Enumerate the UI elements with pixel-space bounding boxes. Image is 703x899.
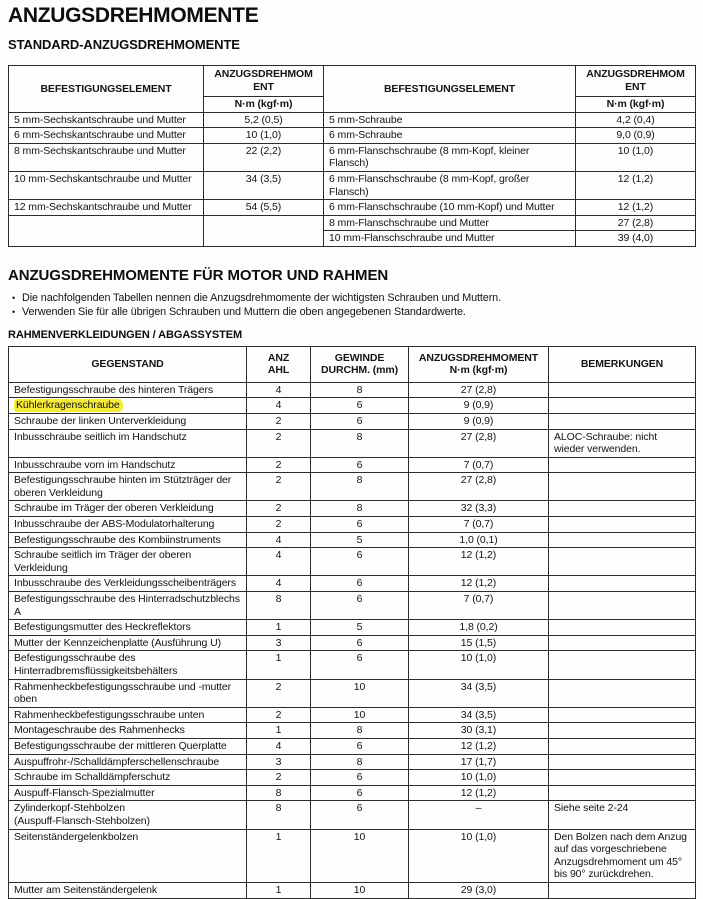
item-name: Schraube der linken Unterverkleidung xyxy=(14,414,187,427)
item-cell xyxy=(9,473,247,501)
torque-unit-right: N·m (kgf·m) xyxy=(576,97,696,113)
table-row xyxy=(9,413,696,429)
item-cell xyxy=(9,770,247,786)
table-row xyxy=(9,429,696,457)
torque-value: 17 (1,7) xyxy=(409,754,549,770)
item-cell xyxy=(9,882,247,898)
item-name: Seitenständergelenkbolzen xyxy=(14,830,139,843)
torque-value: 7 (0,7) xyxy=(409,457,549,473)
table-row xyxy=(9,501,696,517)
fastener-name: 5 mm-Schraube xyxy=(324,112,576,128)
item-name: Mutter der Kennzeichenplatte (Ausführung U) xyxy=(14,636,221,649)
thread-diameter-value: 8 xyxy=(311,723,409,739)
remark-text xyxy=(549,517,696,533)
fastener-name: 6 mm-Schraube xyxy=(324,128,576,144)
torque-value: 5,2 (0,5) xyxy=(204,112,324,128)
remark-text xyxy=(549,501,696,517)
thread-diameter-value: 6 xyxy=(311,457,409,473)
fastener-name: 6 mm-Sechskantschraube und Mutter xyxy=(9,128,204,144)
remark-text xyxy=(549,382,696,398)
item-cell xyxy=(9,457,247,473)
table-row xyxy=(9,723,696,739)
section-title-standard-torques: STANDARD-ANZUGSDREHMOMENTE xyxy=(8,37,240,52)
item-cell xyxy=(9,532,247,548)
torque-value: 34 (3,5) xyxy=(409,707,549,723)
item-name: Montageschraube des Rahmenhecks xyxy=(14,724,185,737)
highlight-marker: Kühlerkragenschraube xyxy=(14,399,123,412)
torque-value: 7 (0,7) xyxy=(409,517,549,533)
torque-value: 12 (1,2) xyxy=(576,171,696,199)
empty-cell xyxy=(204,215,324,246)
remark-text xyxy=(549,457,696,473)
thread-diameter-value: 10 xyxy=(311,679,409,707)
torque-value: 10 (1,0) xyxy=(204,128,324,144)
torque-value: 34 (3,5) xyxy=(409,679,549,707)
fastener-name: 8 mm-Flanschschraube und Mutter xyxy=(324,215,576,231)
table-row xyxy=(9,398,696,414)
quantity-value: 8 xyxy=(247,801,311,829)
table-row xyxy=(9,707,696,723)
item-name: Schraube seitlich im Träger der oberen Verkleidung xyxy=(14,549,192,574)
item-name: Inbusschraube seitlich im Handschutz xyxy=(14,430,187,443)
torque-value: 39 (4,0) xyxy=(576,231,696,247)
fastener-name: 6 mm-Flanschschraube (8 mm-Kopf, kleiner Flansch) xyxy=(324,143,576,171)
torque-value: 10 (1,0) xyxy=(409,651,549,679)
torque-value: 27 (2,8) xyxy=(409,382,549,398)
remark-text xyxy=(549,723,696,739)
table-row xyxy=(9,473,696,501)
item-cell xyxy=(9,829,247,882)
torque-value: – xyxy=(409,801,549,829)
quantity-value: 2 xyxy=(247,413,311,429)
quantity-value: 1 xyxy=(247,829,311,882)
table-row xyxy=(9,532,696,548)
item-name: Auspuffrohr-/Schalldämpferschellenschraube xyxy=(14,755,220,768)
item-cell xyxy=(9,620,247,636)
standard-torques-table xyxy=(8,65,696,247)
table-row xyxy=(9,651,696,679)
table-row xyxy=(9,679,696,707)
remark-text xyxy=(549,707,696,723)
quantity-value: 4 xyxy=(247,382,311,398)
item-cell xyxy=(9,754,247,770)
thread-diameter-value: 6 xyxy=(311,651,409,679)
standard-table-header xyxy=(9,66,696,113)
remark-text xyxy=(549,882,696,898)
item-name: Befestigungsmutter des Heckreflektors xyxy=(14,621,191,634)
item-cell xyxy=(9,723,247,739)
torque-value: 12 (1,2) xyxy=(409,785,549,801)
thread-diameter-value: 10 xyxy=(311,829,409,882)
remark-text: Siehe seite 2-24 xyxy=(549,801,696,829)
item-cell xyxy=(9,738,247,754)
item-cell xyxy=(9,785,247,801)
item-cell xyxy=(9,548,247,576)
table-row xyxy=(9,576,696,592)
remark-text: Den Bolzen nach dem Anzug auf das vorgeschriebene Anzugsdrehmoment um 45° bis 90° zurückdrehen. xyxy=(549,829,696,882)
remark-text xyxy=(549,679,696,707)
remark-text xyxy=(549,738,696,754)
item-name: Zylinderkopf-Stehbolzen xyxy=(14,802,125,815)
column-header-torque: ANZUGSDREHMOMENT N·m (kgf·m) xyxy=(409,346,549,382)
thread-diameter-value: 6 xyxy=(311,398,409,414)
table-row xyxy=(9,754,696,770)
torque-value: 10 (1,0) xyxy=(409,829,549,882)
torque-value: 9 (0,9) xyxy=(409,398,549,414)
table-row xyxy=(9,457,696,473)
remark-text xyxy=(549,413,696,429)
torque-value: 12 (1,2) xyxy=(409,576,549,592)
table-row xyxy=(9,738,696,754)
item-cell xyxy=(9,517,247,533)
item-cell xyxy=(9,651,247,679)
table-row xyxy=(9,829,696,882)
quantity-value: 4 xyxy=(247,576,311,592)
item-cell xyxy=(9,635,247,651)
fastener-name: 10 mm-Sechskantschraube und Mutter xyxy=(9,171,204,199)
remark-text xyxy=(549,532,696,548)
quantity-value: 3 xyxy=(247,754,311,770)
fastener-name: 6 mm-Flanschschraube (10 mm-Kopf) und Mutter xyxy=(324,200,576,216)
main-table-header xyxy=(9,346,696,382)
notes-list xyxy=(8,291,695,320)
column-header-thread-diameter: GEWINDE DURCHM. (mm) xyxy=(311,346,409,382)
torque-value: 34 (3,5) xyxy=(204,171,324,199)
thread-diameter-value: 6 xyxy=(311,785,409,801)
remark-text xyxy=(549,770,696,786)
item-cell xyxy=(9,707,247,723)
fastener-name: 8 mm-Sechskantschraube und Mutter xyxy=(9,143,204,171)
table-row xyxy=(9,785,696,801)
item-name: Befestigungsschraube der mittleren Querplatte xyxy=(14,739,227,752)
item-cell xyxy=(9,501,247,517)
column-header-torque-right: ANZUGSDREHMOM ENT xyxy=(576,66,696,97)
thread-diameter-value: 8 xyxy=(311,473,409,501)
quantity-value: 4 xyxy=(247,548,311,576)
table-row xyxy=(9,770,696,786)
torque-value: 22 (2,2) xyxy=(204,143,324,171)
torque-value: 12 (1,2) xyxy=(576,200,696,216)
fastener-name: 6 mm-Flanschschraube (8 mm-Kopf, großer Flansch) xyxy=(324,171,576,199)
remark-text xyxy=(549,576,696,592)
item-name: Auspuff-Flansch-Spezialmutter xyxy=(14,786,155,799)
quantity-value: 2 xyxy=(247,501,311,517)
quantity-value: 2 xyxy=(247,473,311,501)
item-name: Schraube im Träger der oberen Verkleidung xyxy=(14,502,214,515)
table-row xyxy=(9,112,696,128)
thread-diameter-value: 8 xyxy=(311,754,409,770)
column-header-fastener-left: BEFESTIGUNGSELEMENT xyxy=(9,66,204,113)
thread-diameter-value: 6 xyxy=(311,517,409,533)
torque-value: 27 (2,8) xyxy=(409,473,549,501)
main-table-body xyxy=(9,382,696,898)
table-row xyxy=(9,882,696,898)
item-name: Befestigungsschraube des hinteren Trägers xyxy=(14,383,214,396)
table-row xyxy=(9,143,696,171)
remark-text xyxy=(549,635,696,651)
torque-value: 1,0 (0,1) xyxy=(409,532,549,548)
fastener-name: 12 mm-Sechskantschraube und Mutter xyxy=(9,200,204,216)
item-cell xyxy=(9,801,247,829)
remark-text xyxy=(549,754,696,770)
item-name: Befestigungsschraube hinten im Stützträger der oberen Verkleidung xyxy=(14,474,232,499)
item-cell xyxy=(9,679,247,707)
empty-cell xyxy=(9,215,204,246)
thread-diameter-value: 8 xyxy=(311,501,409,517)
torque-value: 10 (1,0) xyxy=(576,143,696,171)
thread-diameter-value: 6 xyxy=(311,576,409,592)
torque-value: 12 (1,2) xyxy=(409,738,549,754)
item-cell xyxy=(9,576,247,592)
torque-value: 15 (1,5) xyxy=(409,635,549,651)
torque-value: 1,8 (0,2) xyxy=(409,620,549,636)
remark-text xyxy=(549,592,696,620)
column-header-fastener-right: BEFESTIGUNGSELEMENT xyxy=(324,66,576,113)
thread-diameter-value: 8 xyxy=(311,429,409,457)
table-row xyxy=(9,635,696,651)
torque-value: 29 (3,0) xyxy=(409,882,549,898)
quantity-value: 1 xyxy=(247,882,311,898)
remark-text xyxy=(549,785,696,801)
item-cell xyxy=(9,382,247,398)
item-name: Befestigungsschraube des xyxy=(14,652,136,665)
torque-value: 27 (2,8) xyxy=(409,429,549,457)
table-row xyxy=(9,517,696,533)
quantity-value: 1 xyxy=(247,723,311,739)
item-name: Schraube im Schalldämpferschutz xyxy=(14,771,171,784)
thread-diameter-value: 6 xyxy=(311,635,409,651)
item-cell xyxy=(9,429,247,457)
item-name-line2: Hinterradbremsflüssigkeitsbehälters xyxy=(14,665,178,677)
table-row xyxy=(9,215,696,231)
thread-diameter-value: 6 xyxy=(311,548,409,576)
quantity-value: 2 xyxy=(247,707,311,723)
section-title-fairings-exhaust: RAHMENVERKLEIDUNGEN / ABGASSYSTEM xyxy=(8,328,243,341)
item-name: Inbusschraube vorn im Handschutz xyxy=(14,458,176,471)
bullet-icon: • xyxy=(12,292,16,303)
thread-diameter-value: 5 xyxy=(311,620,409,636)
quantity-value: 1 xyxy=(247,651,311,679)
item-name: Befestigungsschraube des Kombiinstruments xyxy=(14,533,221,546)
thread-diameter-value: 5 xyxy=(311,532,409,548)
table-row xyxy=(9,382,696,398)
quantity-value: 3 xyxy=(247,635,311,651)
thread-diameter-value: 10 xyxy=(311,707,409,723)
column-header-quantity: ANZ AHL xyxy=(247,346,311,382)
remark-text: ALOC-Schraube: nicht wieder verwenden. xyxy=(549,429,696,457)
table-row xyxy=(9,171,696,199)
table-row xyxy=(9,200,696,216)
thread-diameter-value: 6 xyxy=(311,413,409,429)
remark-text xyxy=(549,473,696,501)
torque-value: 27 (2,8) xyxy=(576,215,696,231)
standard-table-body xyxy=(9,112,696,246)
torque-value: 9,0 (0,9) xyxy=(576,128,696,144)
note-text: Verwenden Sie für alle übrigen Schrauben und Muttern die oben angegebenen Standardwerte. xyxy=(22,306,466,319)
item-name: Mutter am Seitenständergelenk xyxy=(14,883,158,896)
quantity-value: 4 xyxy=(247,738,311,754)
page-title: ANZUGSDREHMOMENTE xyxy=(8,4,259,27)
quantity-value: 1 xyxy=(247,620,311,636)
item-name: Rahmenheckbefestigungsschraube und -mutter oben xyxy=(14,680,232,706)
fastener-name: 10 mm-Flanschschraube und Mutter xyxy=(324,231,576,247)
torque-unit-left: N·m (kgf·m) xyxy=(204,97,324,113)
remark-text xyxy=(549,620,696,636)
column-header-item: GEGENSTAND xyxy=(9,346,247,382)
torque-value: 54 (5,5) xyxy=(204,200,324,216)
list-item xyxy=(8,305,695,319)
note-text: Die nachfolgenden Tabellen nennen die Anzugsdrehmomente der wichtigsten Schrauben und Muttern. xyxy=(22,291,501,304)
frame-fairings-exhaust-table xyxy=(8,346,696,899)
quantity-value: 4 xyxy=(247,532,311,548)
torque-value: 32 (3,3) xyxy=(409,501,549,517)
thread-diameter-value: 6 xyxy=(311,801,409,829)
remark-text xyxy=(549,398,696,414)
table-row xyxy=(9,801,696,829)
item-cell xyxy=(9,398,247,414)
item-name: Rahmenheckbefestigungsschraube unten xyxy=(14,708,205,721)
item-name: Befestigungsschraube des Hinterradschutzblechs A xyxy=(14,593,240,618)
torque-value: 10 (1,0) xyxy=(409,770,549,786)
quantity-value: 2 xyxy=(247,429,311,457)
quantity-value: 2 xyxy=(247,457,311,473)
item-name-line2: (Auspuff-Flansch-Stehbolzen) xyxy=(14,814,150,827)
item-cell xyxy=(9,592,247,620)
quantity-value: 2 xyxy=(247,517,311,533)
thread-diameter-value: 6 xyxy=(311,738,409,754)
table-row xyxy=(9,128,696,144)
torque-value: 30 (3,1) xyxy=(409,723,549,739)
quantity-value: 8 xyxy=(247,785,311,801)
fastener-name: 5 mm-Sechskantschraube und Mutter xyxy=(9,112,204,128)
column-header-torque-left: ANZUGSDREHMOM ENT xyxy=(204,66,324,97)
thread-diameter-value: 10 xyxy=(311,882,409,898)
thread-diameter-value: 8 xyxy=(311,382,409,398)
item-cell xyxy=(9,413,247,429)
highlighted-item-name xyxy=(14,399,241,412)
column-header-remarks: BEMERKUNGEN xyxy=(549,346,696,382)
table-row xyxy=(9,620,696,636)
quantity-value: 8 xyxy=(247,592,311,620)
thread-diameter-value: 6 xyxy=(311,770,409,786)
bullet-icon: • xyxy=(12,307,16,318)
torque-value: 12 (1,2) xyxy=(409,548,549,576)
torque-value: 9 (0,9) xyxy=(409,413,549,429)
thread-diameter-value: 6 xyxy=(311,592,409,620)
list-item xyxy=(8,291,695,305)
table-row xyxy=(9,592,696,620)
torque-value: 4,2 (0,4) xyxy=(576,112,696,128)
quantity-value: 2 xyxy=(247,679,311,707)
table-row xyxy=(9,548,696,576)
item-name: Inbusschraube der ABS-Modulatorhalterung xyxy=(14,518,215,531)
item-name: Inbusschraube des Verkleidungsscheibenträgers xyxy=(14,577,236,590)
section-title-engine-frame: ANZUGSDREHMOMENTE FÜR MOTOR UND RAHMEN xyxy=(8,266,389,284)
torque-value: 7 (0,7) xyxy=(409,592,549,620)
remark-text xyxy=(549,651,696,679)
remark-text xyxy=(549,548,696,576)
quantity-value: 2 xyxy=(247,770,311,786)
quantity-value: 4 xyxy=(247,398,311,414)
